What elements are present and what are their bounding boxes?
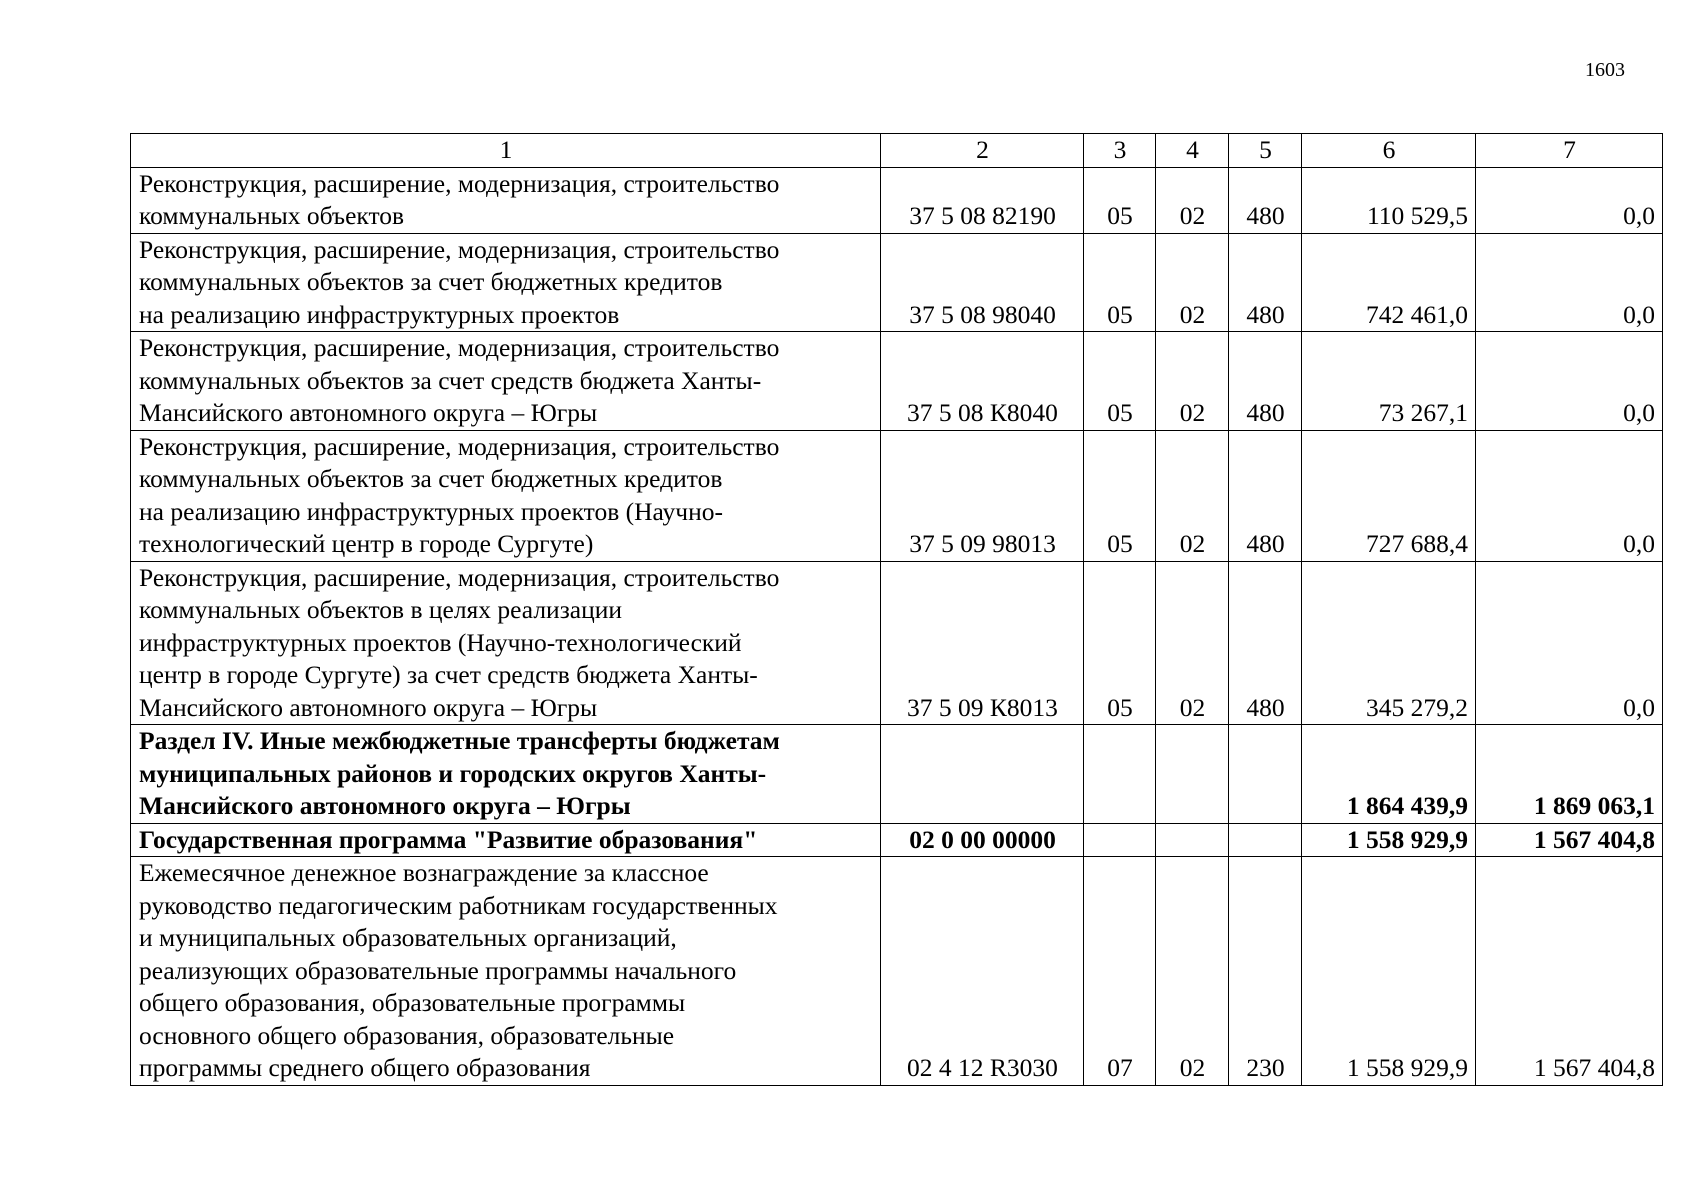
item-name-line: Реконструкция, расширение, модернизация, строительство bbox=[139, 168, 780, 198]
amount-2-cell: 0,0 bbox=[1476, 167, 1663, 233]
table-row bbox=[131, 725, 1663, 824]
item-name-line: руководство педагогическим работникам государственных bbox=[139, 890, 778, 920]
header-row bbox=[131, 134, 1663, 168]
item-name-line: технологический центр в городе Сургуте) bbox=[139, 529, 594, 558]
expense-type-cell bbox=[1229, 725, 1302, 824]
amount-2-cell: 0,0 bbox=[1476, 561, 1663, 725]
table-row bbox=[131, 332, 1663, 431]
table-row bbox=[131, 823, 1663, 857]
item-name-cell bbox=[131, 725, 881, 824]
table-row bbox=[131, 430, 1663, 561]
budget-code-cell: 37 5 09 98013 bbox=[881, 430, 1084, 561]
budget-code-cell: 37 5 08 К8040 bbox=[881, 332, 1084, 431]
header-cell-4: 4 bbox=[1156, 134, 1229, 168]
table-row bbox=[131, 561, 1663, 725]
table-row bbox=[131, 167, 1663, 233]
section-cell bbox=[1084, 725, 1156, 824]
section-cell: 05 bbox=[1084, 233, 1156, 332]
table-body bbox=[131, 134, 1663, 1086]
item-name-line: Реконструкция, расширение, модернизация, строительство bbox=[139, 333, 780, 362]
item-name-line: Реконструкция, расширение, модернизация, строительство bbox=[139, 234, 780, 264]
section-cell: 07 bbox=[1084, 857, 1156, 1086]
item-name-line: на реализацию инфраструктурных проектов (Научно- bbox=[139, 496, 724, 526]
budget-table bbox=[130, 133, 1663, 1086]
item-name-cell bbox=[131, 233, 881, 332]
item-name-line: коммунальных объектов за счет бюджетных кредитов bbox=[139, 464, 723, 493]
expense-type-cell: 480 bbox=[1229, 561, 1302, 725]
header-cell-5: 5 bbox=[1229, 134, 1302, 168]
amount-2-cell: 0,0 bbox=[1476, 233, 1663, 332]
item-name-line: Мансийского автономного округа – Югры bbox=[139, 398, 598, 427]
item-name-line: Раздел IV. Иные межбюджетные трансферты бюджетам bbox=[139, 726, 780, 755]
amount-2-cell: 1 567 404,8 bbox=[1476, 823, 1663, 857]
subsection-cell: 02 bbox=[1156, 430, 1229, 561]
item-name-line: на реализацию инфраструктурных проектов bbox=[139, 299, 620, 329]
header-cell-3: 3 bbox=[1084, 134, 1156, 168]
budget-code-cell: 02 4 12 R3030 bbox=[881, 857, 1084, 1086]
item-name-line: Реконструкция, расширение, модернизация, строительство bbox=[139, 562, 780, 592]
expense-type-cell: 480 bbox=[1229, 332, 1302, 431]
header-cell-7: 7 bbox=[1476, 134, 1663, 168]
item-name-cell bbox=[131, 857, 881, 1086]
item-name-line: и муниципальных образовательных организаций, bbox=[139, 923, 677, 952]
amount-1-cell: 73 267,1 bbox=[1302, 332, 1476, 431]
amount-1-cell: 742 461,0 bbox=[1302, 233, 1476, 332]
subsection-cell: 02 bbox=[1156, 332, 1229, 431]
table-row bbox=[131, 857, 1663, 1086]
item-name-line: коммунальных объектов за счет бюджетных кредитов bbox=[139, 267, 723, 296]
subsection-cell bbox=[1156, 725, 1229, 824]
item-name-line: центр в городе Сургуте) за счет средств бюджета Ханты- bbox=[139, 660, 758, 689]
header-cell-2: 2 bbox=[881, 134, 1084, 168]
budget-code-cell: 37 5 08 98040 bbox=[881, 233, 1084, 332]
budget-code-cell: 37 5 08 82190 bbox=[881, 167, 1084, 233]
item-name-line: Мансийского автономного округа – Югры bbox=[139, 692, 598, 722]
expense-type-cell bbox=[1229, 823, 1302, 857]
amount-1-cell: 110 529,5 bbox=[1302, 167, 1476, 233]
item-name-line: коммунальных объектов bbox=[139, 201, 405, 230]
item-name-line: муниципальных районов и городских округов Ханты- bbox=[139, 758, 767, 788]
amount-2-cell: 0,0 bbox=[1476, 332, 1663, 431]
amount-2-cell: 0,0 bbox=[1476, 430, 1663, 561]
section-cell: 05 bbox=[1084, 332, 1156, 431]
section-cell: 05 bbox=[1084, 430, 1156, 561]
item-name-cell bbox=[131, 561, 881, 725]
item-name-line: Государственная программа "Развитие образования" bbox=[139, 824, 758, 854]
subsection-cell: 02 bbox=[1156, 857, 1229, 1086]
item-name-line: коммунальных объектов в целях реализации bbox=[139, 595, 623, 624]
budget-code-cell: 02 0 00 00000 bbox=[881, 823, 1084, 857]
section-cell: 05 bbox=[1084, 167, 1156, 233]
header-cell-1: 1 bbox=[131, 134, 881, 168]
amount-1-cell: 345 279,2 bbox=[1302, 561, 1476, 725]
expense-type-cell: 480 bbox=[1229, 167, 1302, 233]
subsection-cell: 02 bbox=[1156, 167, 1229, 233]
amount-1-cell: 727 688,4 bbox=[1302, 430, 1476, 561]
item-name-line: коммунальных объектов за счет средств бюджета Ханты- bbox=[139, 365, 762, 395]
item-name-cell bbox=[131, 823, 881, 857]
item-name-line: инфраструктурных проектов (Научно-технологический bbox=[139, 627, 742, 657]
budget-code-cell bbox=[881, 725, 1084, 824]
item-name-line: Реконструкция, расширение, модернизация, строительство bbox=[139, 431, 780, 461]
amount-1-cell: 1 558 929,9 bbox=[1302, 857, 1476, 1086]
item-name-cell bbox=[131, 167, 881, 233]
item-name-line: общего образования, образовательные программы bbox=[139, 988, 686, 1017]
expense-type-cell: 480 bbox=[1229, 430, 1302, 561]
amount-2-cell: 1 567 404,8 bbox=[1476, 857, 1663, 1086]
item-name-line: программы среднего общего образования bbox=[139, 1053, 591, 1082]
section-cell bbox=[1084, 823, 1156, 857]
item-name-line: реализующих образовательные программы начального bbox=[139, 955, 737, 985]
item-name-line: Ежемесячное денежное вознаграждение за классное bbox=[139, 858, 709, 887]
item-name-line: основного общего образования, образовательные bbox=[139, 1020, 675, 1050]
expense-type-cell: 480 bbox=[1229, 233, 1302, 332]
section-cell: 05 bbox=[1084, 561, 1156, 725]
subsection-cell: 02 bbox=[1156, 561, 1229, 725]
header-cell-6: 6 bbox=[1302, 134, 1476, 168]
subsection-cell bbox=[1156, 823, 1229, 857]
amount-1-cell: 1 864 439,9 bbox=[1302, 725, 1476, 824]
subsection-cell: 02 bbox=[1156, 233, 1229, 332]
page-number: 1603 bbox=[1585, 59, 1625, 81]
item-name-cell bbox=[131, 332, 881, 431]
amount-2-cell: 1 869 063,1 bbox=[1476, 725, 1663, 824]
item-name-cell bbox=[131, 430, 881, 561]
expense-type-cell: 230 bbox=[1229, 857, 1302, 1086]
budget-code-cell: 37 5 09 К8013 bbox=[881, 561, 1084, 725]
table-row bbox=[131, 233, 1663, 332]
item-name-line: Мансийского автономного округа – Югры bbox=[139, 791, 631, 820]
amount-1-cell: 1 558 929,9 bbox=[1302, 823, 1476, 857]
